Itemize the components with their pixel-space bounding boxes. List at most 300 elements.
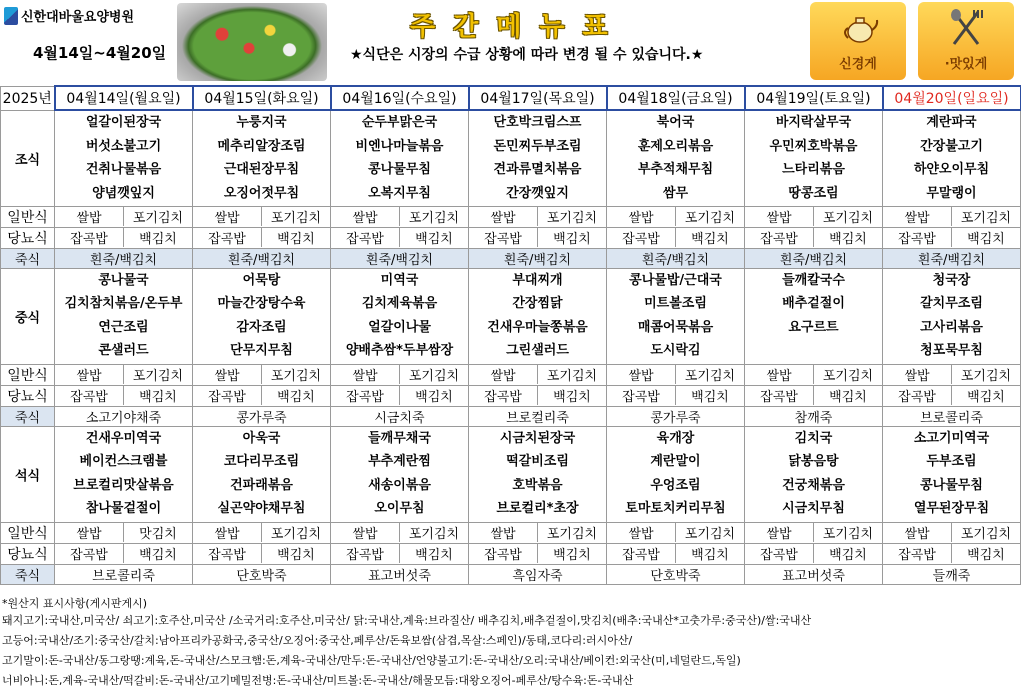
menu-item: 오복지무침 (368, 185, 431, 201)
porridge-cell: 콩가루죽 (193, 406, 331, 426)
diabetic-item: 잡곡밥 (55, 544, 124, 563)
general-item: 포기김치 (408, 369, 460, 384)
menu-item: 실곤약야채무침 (217, 501, 306, 516)
diabetic-item: 잡곡밥 (331, 386, 400, 405)
diabetic-cell (193, 227, 331, 248)
day-header: 04월20일(일요일) (883, 86, 1021, 110)
general-item: 포기김치 (684, 527, 736, 542)
lunch-menu-cell (469, 268, 607, 364)
general-item: 쌀밥 (883, 207, 952, 226)
menu-item: 두부조림 (926, 454, 977, 469)
hospital-logo-icon (4, 7, 18, 25)
menu-item: 연근조림 (98, 319, 149, 335)
lunch-menu-cell (883, 268, 1021, 364)
diabetic-item: 잡곡밥 (331, 544, 400, 563)
menu-item: 새송이볶음 (368, 477, 431, 493)
general-cell (745, 206, 883, 227)
breakfast-menu-cell (331, 110, 469, 206)
diabetic-item: 백김치 (139, 390, 177, 405)
menu-item: 미트볼조림 (644, 296, 707, 311)
menu-item: 브로컬리맛살볶음 (73, 477, 174, 493)
diabetic-item: 백김치 (553, 548, 591, 563)
diabetic-cell (469, 227, 607, 248)
porridge-cell: 단호박죽 (193, 564, 331, 584)
menu-item: 시금치된장국 (499, 430, 576, 446)
general-item: 쌀밥 (55, 365, 124, 384)
diabetic-item: 잡곡밥 (193, 228, 262, 247)
dinner-main-row (1, 426, 1021, 522)
origin-line: 고기말이:돈-국내산/동그랑땡:계육,돈-국내산/스모크햄:돈,계육-국내산/만두:돈-국내산/언양불고기:돈-국내산/오리:국내산/베이컨:외국산(미,네덜란드,독일) (2, 654, 741, 667)
diabetic-item: 잡곡밥 (745, 544, 814, 563)
porridge-cell: 흰죽/백김치 (469, 248, 607, 268)
diabetic-item: 잡곡밥 (607, 544, 676, 563)
menu-item: 메추리알장조림 (217, 138, 306, 154)
general-item: 포기김치 (960, 527, 1012, 542)
diabetic-label: 당뇨식 (1, 385, 55, 406)
diabetic-item: 백김치 (139, 232, 177, 247)
origin-line: 고등어:국내산/조기:중국산/갈치:남아프리카공화국,중국산/오징어:중국산,페루산/돈육보쌈(삼겹,목살:스페인)/동태,코다리:러시아산/ (2, 634, 633, 647)
general-item: 쌀밥 (331, 523, 400, 542)
general-cell (331, 206, 469, 227)
general-cell (55, 206, 193, 227)
porridge-cell: 들깨죽 (883, 564, 1021, 584)
general-cell (193, 522, 331, 543)
general-item: 쌀밥 (607, 523, 676, 542)
menu-item: 건새우마늘쫑볶음 (487, 319, 588, 335)
general-item: 쌀밥 (883, 365, 952, 384)
diabetic-item: 잡곡밥 (883, 228, 952, 247)
menu-header (0, 0, 1021, 85)
diabetic-item: 잡곡밥 (607, 228, 676, 247)
badge-right (918, 2, 1014, 80)
menu-item: 훈제오리볶음 (637, 138, 714, 154)
menu-item: 코다리무조림 (223, 454, 300, 469)
menu-item: 오징어젓무침 (223, 185, 300, 201)
general-item: 쌀밥 (469, 523, 538, 542)
diabetic-item: 백김치 (691, 390, 729, 405)
general-cell (55, 364, 193, 385)
general-cell (193, 206, 331, 227)
origin-line: 너비아니:돈,계육-국내산/떡갈비:돈-국내산/고기메밀전병:돈-국내산/미트볼:돈-국내산/해물모듬:대왕오징어-페루산/탕수육:돈-국내산 (2, 674, 634, 687)
menu-item: 무말랭이 (926, 185, 977, 201)
general-item: 쌀밥 (193, 207, 262, 226)
menu-item: 김치국 (794, 430, 833, 446)
menu-item: 계란말이 (650, 454, 701, 469)
lunch-menu-cell (55, 268, 193, 364)
diabetic-item: 잡곡밥 (745, 386, 814, 405)
origin-heading: *원산지 표시사항(게시판게시) (2, 597, 148, 610)
diabetic-item: 잡곡밥 (745, 228, 814, 247)
lunch-menu-cell (193, 268, 331, 364)
porridge-cell: 흑임자죽 (469, 564, 607, 584)
porridge-cell: 시금치죽 (331, 406, 469, 426)
general-cell (193, 364, 331, 385)
menu-item: 간장깻잎지 (506, 185, 569, 201)
general-item: 쌀밥 (607, 365, 676, 384)
diabetic-item: 백김치 (829, 232, 867, 247)
menu-item: 육개장 (656, 430, 695, 446)
general-item: 포기김치 (132, 369, 184, 384)
general-item: 쌀밥 (745, 523, 814, 542)
general-cell (331, 364, 469, 385)
general-item: 쌀밥 (883, 523, 952, 542)
diabetic-item: 백김치 (829, 548, 867, 563)
diabetic-cell (331, 385, 469, 406)
diabetic-item: 백김치 (415, 548, 453, 563)
porridge-cell: 흰죽/백김치 (883, 248, 1021, 268)
menu-item (745, 339, 882, 363)
porridge-cell: 참깨죽 (745, 406, 883, 426)
diabetic-cell (607, 385, 745, 406)
porridge-label: 죽식 (1, 406, 55, 426)
general-item: 맛김치 (139, 527, 177, 542)
general-label: 일반식 (1, 522, 55, 543)
menu-item: 땅콩조림 (788, 185, 839, 201)
general-item: 포기김치 (960, 211, 1012, 226)
page-title: 주간메뉴표 (410, 12, 626, 42)
diabetic-item: 잡곡밥 (469, 544, 538, 563)
diabetic-item: 잡곡밥 (55, 386, 124, 405)
menu-item: 비엔나마늘볶음 (355, 138, 444, 154)
badge-left (810, 2, 906, 80)
diabetic-item: 잡곡밥 (469, 386, 538, 405)
menu-item: 간장불고기 (920, 138, 983, 154)
menu-item: 건새우미역국 (85, 430, 162, 446)
menu-item: 들깨무채국 (368, 430, 431, 446)
diabetic-cell (193, 543, 331, 564)
diabetic-cell (883, 385, 1021, 406)
menu-item: 김치제육볶음 (361, 296, 438, 311)
menu-item: 쌈무 (662, 185, 689, 201)
menu-item: 느타리볶음 (782, 162, 845, 177)
diabetic-item: 백김치 (967, 390, 1005, 405)
menu-item: 김치참치볶음/온두부 (64, 296, 183, 311)
diabetic-label: 당뇨식 (1, 227, 55, 248)
menu-item: 요구르트 (788, 319, 839, 335)
general-item: 포기김치 (546, 369, 598, 384)
year-label: 2025년 (1, 86, 55, 110)
menu-item: 닭봉음탕 (788, 454, 839, 469)
menu-item: 청국장 (932, 272, 971, 288)
diabetic-item: 백김치 (967, 548, 1005, 563)
teapot-icon (840, 12, 880, 44)
diabetic-item: 잡곡밥 (331, 228, 400, 247)
menu-item: 호박볶음 (512, 477, 563, 493)
diabetic-cell (607, 543, 745, 564)
breakfast-menu-cell (55, 110, 193, 206)
badge-right-text: ·맛있게 (944, 57, 988, 72)
menu-item: 시금치무침 (782, 501, 845, 516)
menu-item: 북어국 (656, 115, 695, 130)
day-header: 04월15일(화요일) (193, 86, 331, 110)
general-cell (55, 522, 193, 543)
dinner-porridge-row (1, 564, 1021, 584)
lunch-menu-cell (331, 268, 469, 364)
general-item: 쌀밥 (193, 523, 262, 542)
porridge-cell: 흰죽/백김치 (607, 248, 745, 268)
general-cell (745, 522, 883, 543)
menu-item: 견과류멸치볶음 (493, 162, 582, 177)
porridge-cell: 소고기야채죽 (55, 406, 193, 426)
diabetic-cell (193, 385, 331, 406)
diabetic-item: 잡곡밥 (607, 386, 676, 405)
lunch-menu-cell (745, 268, 883, 364)
porridge-label: 죽식 (1, 248, 55, 268)
general-item: 쌀밥 (55, 207, 124, 226)
breakfast-label: 조식 (1, 110, 55, 206)
general-item: 포기김치 (270, 211, 322, 226)
spoon-fork-icon (948, 8, 984, 48)
lunch-diabetic-row (1, 385, 1021, 406)
menu-item: 우민찌호박볶음 (769, 138, 858, 154)
general-item: 쌀밥 (55, 523, 124, 542)
general-cell (745, 364, 883, 385)
general-cell (883, 364, 1021, 385)
breakfast-menu-cell (745, 110, 883, 206)
general-item: 쌀밥 (331, 365, 400, 384)
diabetic-item: 백김치 (829, 390, 867, 405)
menu-item: 고사리볶음 (920, 319, 983, 335)
diabetic-item: 잡곡밥 (55, 228, 124, 247)
menu-item: 버섯소불고기 (85, 138, 162, 154)
general-cell (883, 522, 1021, 543)
dinner-menu-cell (55, 426, 193, 522)
menu-item: 소고기미역국 (913, 430, 990, 446)
general-item: 쌀밥 (745, 207, 814, 226)
diabetic-item: 백김치 (277, 548, 315, 563)
menu-item: 배추겉절이 (782, 296, 845, 311)
general-item: 포기김치 (822, 527, 874, 542)
menu-item: 아욱국 (242, 430, 281, 446)
diabetic-cell (469, 385, 607, 406)
dinner-diabetic-row (1, 543, 1021, 564)
porridge-label: 죽식 (1, 564, 55, 584)
general-item: 포기김치 (132, 211, 184, 226)
menu-item: 근대된장무침 (223, 162, 300, 177)
general-item: 포기김치 (960, 369, 1012, 384)
diabetic-item: 백김치 (553, 390, 591, 405)
menu-item: 우엉조림 (650, 477, 701, 493)
general-cell (469, 364, 607, 385)
diabetic-item: 백김치 (139, 548, 177, 563)
diabetic-cell (607, 227, 745, 248)
menu-item: 브로컬리*초장 (496, 501, 579, 516)
date-range: 4월14일~4월20일 (33, 44, 167, 62)
menu-item: 참나물겉절이 (85, 501, 162, 516)
general-item: 포기김치 (822, 369, 874, 384)
general-item: 쌀밥 (745, 365, 814, 384)
general-label: 일반식 (1, 206, 55, 227)
general-item: 쌀밥 (193, 365, 262, 384)
menu-item: 어묵탕 (242, 272, 281, 288)
lunch-menu-cell (607, 268, 745, 364)
lunch-general-row (1, 364, 1021, 385)
lunch-label: 중식 (1, 268, 55, 364)
menu-item: 콩나물국 (98, 272, 149, 288)
general-item: 쌀밥 (607, 207, 676, 226)
general-item: 포기김치 (270, 369, 322, 384)
menu-item: 콩나물무침 (368, 162, 431, 177)
menu-item: 청포묵무침 (920, 343, 983, 358)
menu-item: 베이컨스크램블 (79, 454, 168, 469)
general-label: 일반식 (1, 364, 55, 385)
menu-item: 오이무침 (374, 501, 425, 516)
breakfast-menu-cell (193, 110, 331, 206)
day-header: 04월19일(토요일) (745, 86, 883, 110)
diabetic-item: 백김치 (415, 390, 453, 405)
dinner-menu-cell (193, 426, 331, 522)
breakfast-menu-cell (469, 110, 607, 206)
breakfast-menu-cell (883, 110, 1021, 206)
general-cell (607, 206, 745, 227)
breakfast-porridge-row (1, 248, 1021, 268)
dinner-general-row (1, 522, 1021, 543)
porridge-cell: 단호박죽 (607, 564, 745, 584)
notice-text: ★식단은 시장의 수급 상황에 따라 변경 될 수 있습니다.★ (350, 47, 704, 63)
dinner-label: 석식 (1, 426, 55, 522)
dinner-menu-cell (745, 426, 883, 522)
diabetic-cell (55, 385, 193, 406)
menu-item: 콩나물밥/근대국 (629, 272, 722, 288)
menu-item: 들깨칼국수 (782, 272, 845, 288)
menu-item: 갈치무조림 (920, 296, 983, 311)
general-item: 포기김치 (408, 527, 460, 542)
general-item: 포기김치 (546, 211, 598, 226)
menu-item: 단무지무침 (230, 343, 293, 358)
menu-item: 누룽지국 (236, 115, 287, 130)
diabetic-item: 잡곡밥 (883, 386, 952, 405)
menu-item: 하얀오이무침 (913, 162, 990, 177)
general-cell (469, 206, 607, 227)
diabetic-item: 백김치 (277, 232, 315, 247)
diabetic-label: 당뇨식 (1, 543, 55, 564)
menu-item: 건취나물볶음 (85, 162, 162, 177)
diabetic-item: 백김치 (553, 232, 591, 247)
breakfast-menu-cell (607, 110, 745, 206)
general-item: 쌀밥 (469, 365, 538, 384)
diabetic-cell (55, 543, 193, 564)
menu-item: 매콤어묵볶음 (637, 319, 714, 335)
menu-item: 양배추쌈*두부쌈장 (345, 343, 454, 358)
breakfast-general-row (1, 206, 1021, 227)
menu-item: 양념깻잎지 (92, 185, 155, 201)
menu-item: 건궁채볶음 (782, 477, 845, 493)
dinner-menu-cell (607, 426, 745, 522)
general-item: 포기김치 (546, 527, 598, 542)
general-cell (883, 206, 1021, 227)
menu-item: 돈민찌두부조림 (493, 138, 582, 154)
menu-item: 미역국 (380, 272, 419, 288)
breakfast-diabetic-row (1, 227, 1021, 248)
menu-item: 바지락살무국 (775, 115, 852, 130)
menu-item: 콘샐러드 (98, 343, 149, 358)
diabetic-cell (883, 227, 1021, 248)
diabetic-cell (745, 385, 883, 406)
diabetic-item: 잡곡밥 (883, 544, 952, 563)
diabetic-item: 백김치 (277, 390, 315, 405)
porridge-cell: 흰죽/백김치 (55, 248, 193, 268)
lunch-main-row (1, 268, 1021, 364)
porridge-cell: 브로콜리죽 (883, 406, 1021, 426)
menu-item: 단호박크림스프 (493, 115, 582, 130)
general-item: 쌀밥 (331, 207, 400, 226)
menu-item: 마늘간장탕수육 (217, 296, 306, 311)
porridge-cell: 콩가루죽 (607, 406, 745, 426)
menu-item: 떡갈비조림 (506, 454, 569, 469)
day-header: 04월17일(목요일) (469, 86, 607, 110)
menu-item: 감자조림 (236, 319, 287, 335)
general-item: 포기김치 (822, 211, 874, 226)
menu-item: 부추계란찜 (368, 454, 431, 469)
lunch-porridge-row (1, 406, 1021, 426)
weekly-menu-table (0, 85, 1021, 585)
origin-line: 돼지고기:국내산,미국산/ 쇠고기:호주산,미국산 /소국거리:호주산,미국산/ 닭:국내산,계육:브라질산/ 배추김치,배추겉절이,맛김치(배추:국내산*고춧가루:중국산)/쌀:국내산 (2, 614, 812, 627)
menu-item: 토마토치커리무침 (625, 501, 726, 516)
diabetic-cell (331, 543, 469, 564)
diabetic-item: 잡곡밥 (193, 386, 262, 405)
diabetic-cell (469, 543, 607, 564)
diabetic-cell (745, 543, 883, 564)
day-header: 04월14일(월요일) (55, 86, 193, 110)
porridge-cell: 흰죽/백김치 (745, 248, 883, 268)
menu-item: 계란파국 (926, 115, 977, 130)
general-item: 포기김치 (408, 211, 460, 226)
porridge-cell: 브로콜리죽 (55, 564, 193, 584)
diabetic-cell (745, 227, 883, 248)
diabetic-cell (55, 227, 193, 248)
general-item: 포기김치 (684, 369, 736, 384)
diabetic-cell (883, 543, 1021, 564)
day-header: 04월18일(금요일) (607, 86, 745, 110)
porridge-cell: 브로컬리죽 (469, 406, 607, 426)
menu-item: 도시락김 (650, 343, 701, 358)
menu-item: 건파래볶음 (230, 477, 293, 493)
general-item: 포기김치 (684, 211, 736, 226)
general-item: 쌀밥 (469, 207, 538, 226)
menu-item: 콩나물무침 (920, 477, 983, 493)
porridge-cell: 표고버섯죽 (331, 564, 469, 584)
porridge-cell: 흰죽/백김치 (193, 248, 331, 268)
diabetic-item: 잡곡밥 (193, 544, 262, 563)
porridge-cell: 흰죽/백김치 (331, 248, 469, 268)
menu-item: 순두부맑은국 (361, 115, 438, 130)
menu-item: 그린샐러드 (506, 343, 569, 358)
day-header: 04월16일(수요일) (331, 86, 469, 110)
porridge-cell: 표고버섯죽 (745, 564, 883, 584)
diabetic-item: 백김치 (415, 232, 453, 247)
general-cell (607, 364, 745, 385)
menu-item: 부추적채무침 (637, 162, 714, 177)
diabetic-item: 백김치 (691, 548, 729, 563)
general-item: 포기김치 (270, 527, 322, 542)
diabetic-item: 잡곡밥 (469, 228, 538, 247)
general-cell (469, 522, 607, 543)
breakfast-main-row (1, 110, 1021, 206)
badge-left-text: 신경게 (839, 57, 877, 72)
salad-photo (177, 3, 327, 81)
diabetic-item: 백김치 (967, 232, 1005, 247)
general-cell (331, 522, 469, 543)
hospital-name: 신한대바울요양병원 (21, 10, 135, 25)
day-header-row (1, 86, 1021, 110)
general-cell (607, 522, 745, 543)
menu-item: 얼갈이나물 (368, 319, 431, 335)
menu-item: 열무된장무침 (913, 501, 990, 516)
dinner-menu-cell (469, 426, 607, 522)
menu-item: 얼갈이된장국 (85, 115, 162, 130)
diabetic-cell (331, 227, 469, 248)
menu-item: 부대찌개 (512, 272, 563, 288)
